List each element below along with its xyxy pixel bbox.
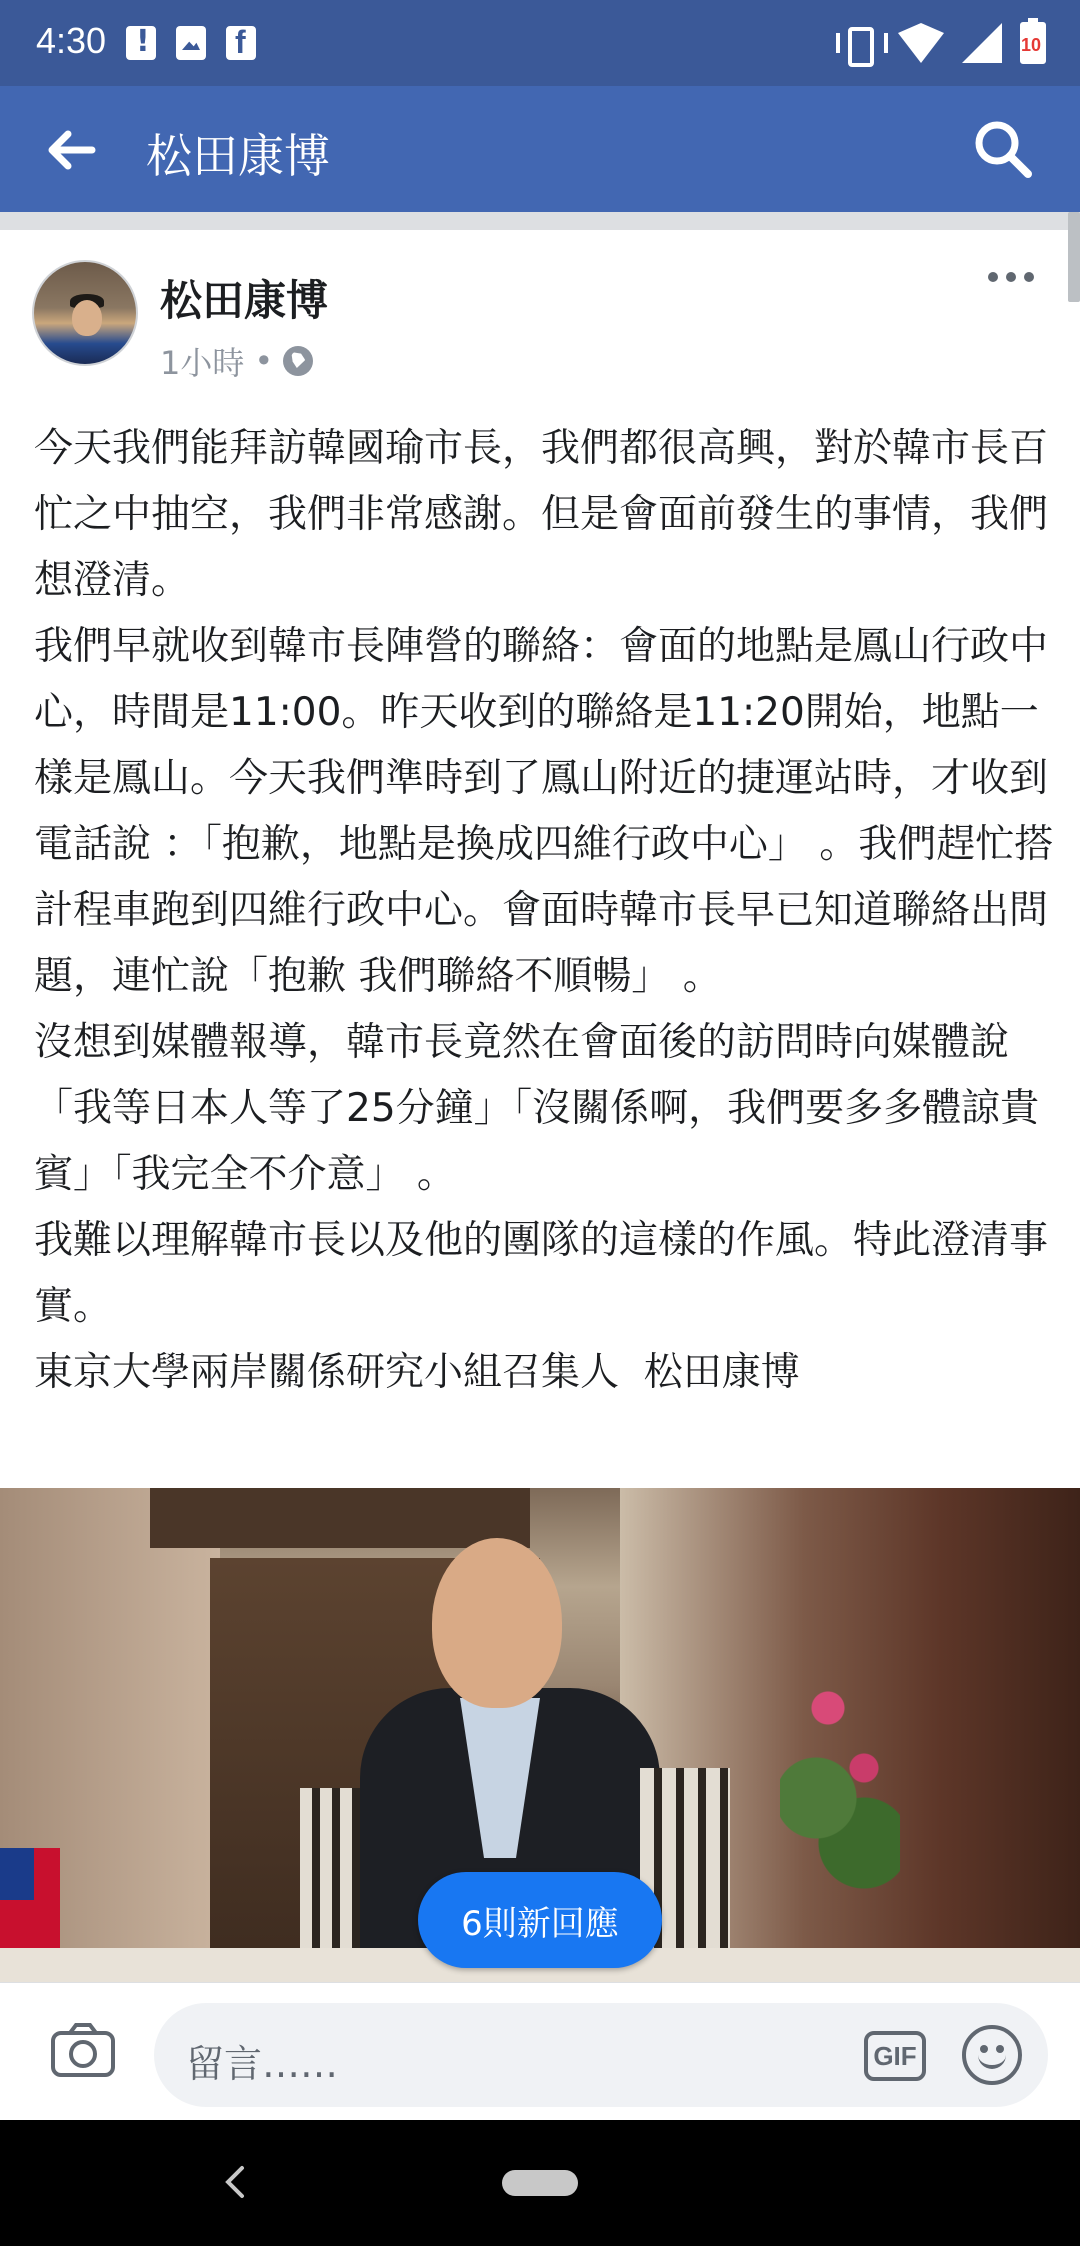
more-dot-icon xyxy=(1024,272,1034,282)
new-replies-button[interactable]: 6則新回應 xyxy=(418,1872,662,1968)
search-icon xyxy=(970,116,1036,182)
more-options-button[interactable] xyxy=(988,272,1034,282)
gif-button[interactable]: GIF xyxy=(864,2031,926,2081)
more-dot-icon xyxy=(988,272,998,282)
post-paragraph: 東京大學兩岸關係研究小組召集人 松田康博 xyxy=(34,1350,800,1395)
notification-icons xyxy=(126,26,256,60)
post-header xyxy=(0,230,1080,400)
more-dot-icon xyxy=(1006,272,1016,282)
avatar[interactable] xyxy=(32,260,138,366)
battery-icon xyxy=(1020,22,1046,64)
feed-divider xyxy=(0,212,1080,230)
comment-input[interactable] xyxy=(154,2003,1048,2107)
status-time: 4:30 xyxy=(36,20,107,61)
cell-signal-icon xyxy=(962,23,1002,63)
post-text xyxy=(34,416,1054,1406)
globe-icon xyxy=(283,346,313,376)
facebook-notification-icon xyxy=(226,26,256,60)
alert-notification-icon xyxy=(126,26,156,60)
emoji-icon[interactable] xyxy=(962,2025,1022,2085)
post-meta xyxy=(160,338,313,384)
app-bar xyxy=(0,86,1080,212)
back-button[interactable] xyxy=(40,120,100,180)
post-paragraph: 我難以理解韓市長以及他的團隊的這樣的作風。特此澄清事實。 xyxy=(34,1218,1049,1329)
author-name[interactable]: 松田康博 xyxy=(160,276,329,325)
battery-level: 10 xyxy=(1021,35,1042,55)
image-notification-icon xyxy=(176,26,206,60)
system-nav-bar xyxy=(0,2120,1080,2246)
post-paragraph: 我們早就收到韓市長陣營的聯絡：會面的地點是鳳山行政中心，時間是11:00。昨天收到的聯絡是11:20開始，地點一樣是鳳山。今天我們準時到了鳳山附近的捷運站時，才收到電話說 ：「抱歉，地點是換成四維行政中心」 。我們趕忙搭計程車跑到四維行政中心。會面時韓市長早已知道聯絡出問題，連忙說「抱歉 我們聯絡不順暢」 。 xyxy=(34,624,1054,999)
post-paragraph: 沒想到媒體報導，韓市長竟然在會面後的訪問時向媒體說「我等日本人等了25分鐘」「沒關係啊，我們要多多體諒貴賓」「我完全不介意」 。 xyxy=(34,1020,1040,1197)
camera-icon xyxy=(50,2021,116,2079)
vibrate-icon xyxy=(836,23,880,63)
post-paragraph: 今天我們能拜訪韓國瑜市長，我們都很高興，對於韓市長百忙之中抽空，我們非常感謝。但是會面前發生的事情，我們想澄清。 xyxy=(34,426,1049,603)
search-button[interactable] xyxy=(970,116,1036,182)
wifi-icon xyxy=(898,23,944,63)
page-title: 松田康博 xyxy=(146,129,330,183)
comment-placeholder: 留言…… xyxy=(186,2042,339,2086)
status-bar xyxy=(0,0,1080,86)
meta-separator: • xyxy=(254,342,274,380)
system-icons xyxy=(836,22,1046,64)
nav-home-button[interactable] xyxy=(502,2170,578,2196)
comment-composer xyxy=(0,1982,1080,2120)
arrow-left-icon xyxy=(40,120,100,180)
camera-button[interactable] xyxy=(50,2021,116,2079)
post-time[interactable]: 1小時 xyxy=(160,344,245,382)
nav-back-icon[interactable] xyxy=(220,2164,250,2200)
